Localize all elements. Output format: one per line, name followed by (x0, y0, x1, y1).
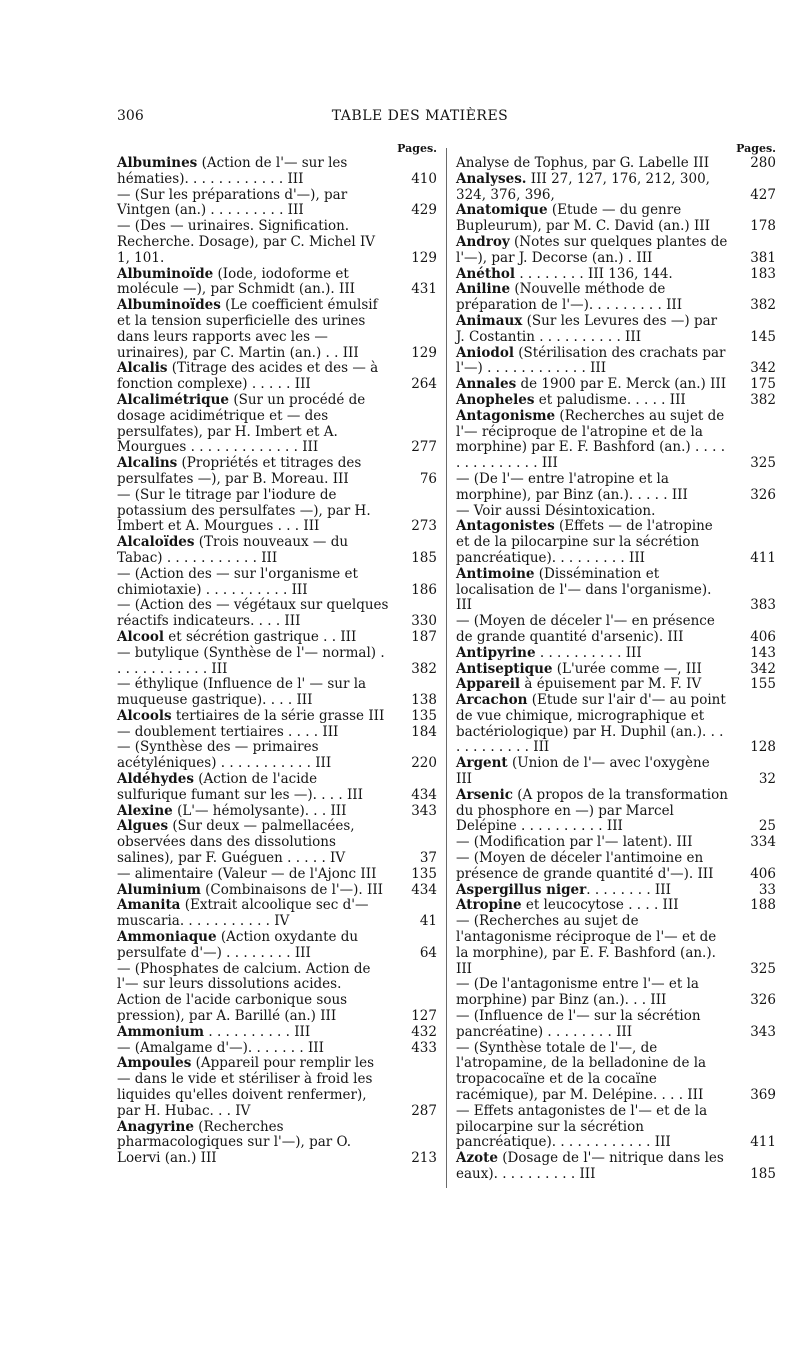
index-entry (456, 1009, 776, 1041)
index-entry-text: — (Sur le titrage par l'iodure de potassium des persulfates —), par H. Imbert et A. Mourgues . . . III (117, 486, 371, 535)
index-page-number: 382 (750, 391, 776, 408)
index-entry-text: — (Synthèse totale de l'—, de l'atropamine, de la belladonine de la tropacocaïne et de la cocaïne racémique), par M. Delépine. . . . III (456, 1039, 707, 1104)
index-headword: Anagyrine (117, 1118, 194, 1135)
index-entry-text: . . . . . . . . III (586, 881, 671, 898)
index-entry (117, 298, 437, 361)
index-entry-text: — (Des — urinaires. Signification. Recherche. Dosage), par C. Michel IV 1, 101. (117, 218, 376, 266)
index-entry (117, 393, 437, 456)
index-entry (456, 851, 776, 883)
index-entry-text: tertiaires de la série grasse III (171, 707, 385, 724)
index-entry (117, 156, 437, 188)
index-page-number: 213 (411, 1150, 437, 1167)
index-entry (117, 488, 437, 535)
index-entry-text: (Dissémination et localisation de l'— dans l'organisme). III (456, 565, 712, 614)
index-page-number: 330 (411, 613, 437, 630)
index-entry (117, 677, 437, 709)
index-headword: Alexine (117, 802, 173, 819)
index-entry-text: — (Phosphates de calcium. Action de l'— sur leurs dissolutions acides. Action de l'acide carbonique sous pression), par A. Barillé (an.) III (117, 960, 371, 1025)
index-entry-text: — (Moyen de déceler l'antimoine en présence de grande quantité d'—). III (456, 850, 714, 882)
index-page-number: 427 (750, 186, 776, 203)
index-entry (117, 740, 437, 772)
index-entry (456, 662, 776, 678)
index-headword: Aniodol (456, 344, 514, 361)
index-entry (117, 883, 437, 899)
index-entry-text: et leucocytose . . . . III (521, 897, 679, 914)
index-entry (117, 962, 437, 1025)
index-page-number: 287 (411, 1102, 437, 1119)
index-page-number: 37 (419, 850, 437, 867)
index-entry (456, 835, 776, 851)
index-page-number: 326 (750, 486, 776, 503)
index-entry-text: — (Synthèse des — primaires acétyléniques) . . . . . . . . . . . III (117, 739, 332, 772)
index-entry-text: (Titrage des acides et des — à fonction complexe) . . . . . III (117, 360, 379, 393)
index-headword: Animaux (456, 312, 523, 329)
index-entry-text: et paludisme. . . . . III (534, 391, 686, 408)
index-page-number: 277 (411, 439, 437, 456)
index-headword: Ammoniaque (117, 929, 217, 946)
index-column-right (456, 142, 776, 1183)
index-entry-text: . . . . . . . . . . III (535, 644, 642, 661)
index-page-number: 410 (411, 170, 437, 187)
index-entry-text: (L'urée comme —, III (552, 660, 702, 677)
index-entry (456, 614, 776, 646)
index-entry (456, 409, 776, 472)
index-entry (117, 898, 437, 930)
index-entry (456, 346, 776, 378)
index-entry (117, 819, 437, 866)
index-headword: Argent (456, 755, 508, 772)
index-headword: Alcalimétrique (117, 391, 230, 408)
index-page-number: 325 (750, 960, 776, 977)
index-entry (456, 267, 776, 283)
index-page-number: 188 (750, 897, 776, 914)
index-entry-text: (Combinaisons de l'—). III (200, 881, 383, 898)
index-entry (456, 1104, 776, 1151)
index-headword: Alcools (117, 707, 172, 724)
index-entry-text: à épuisement par M. F. IV (520, 676, 702, 693)
index-entry-text: III 27, 127, 176, 212, 300, 324, 376, 396, (456, 170, 710, 203)
index-column-left (117, 142, 437, 1167)
index-page-number: 183 (750, 265, 776, 282)
index-entry (117, 1025, 437, 1041)
index-entry-text: (Action de l'— sur les hématies). . . . . . . . . . . . III (117, 155, 348, 187)
index-entry-text: de 1900 par E. Merck (an.) III (516, 376, 727, 393)
index-entry-text: (L'— hémolysante). . . III (172, 802, 347, 819)
index-entry (117, 867, 437, 883)
index-page-number: 433 (411, 1039, 437, 1056)
index-page-number: 429 (411, 202, 437, 219)
index-page-number: 175 (750, 376, 776, 393)
index-entry (456, 567, 776, 614)
index-page-number: 264 (411, 376, 437, 393)
index-entry-text: (Effets — de l'atropine et de la pilocarpine sur la sécrétion pancréatique). . . . . . . . . III (456, 518, 713, 566)
index-page-number: 431 (411, 281, 437, 298)
index-page-number: 128 (750, 739, 776, 756)
index-entry-text: et sécrétion gastrique . . III (163, 628, 357, 645)
pages-column-label: Pages. (736, 142, 776, 155)
index-page-number: 342 (750, 660, 776, 677)
index-entry-text: . . . . . . . . III 136, 144. (515, 265, 673, 282)
index-entry (117, 804, 437, 820)
index-entry-text: Analyse de Tophus, par G. Labelle III (456, 155, 710, 171)
index-headword: Annales (456, 376, 517, 393)
index-page-number: 127 (411, 1008, 437, 1025)
index-entry-text: — Effets antagonistes de l'— et de la pilocarpine sur la sécrétion pancréatique). . . . . . . . . . . . III (456, 1102, 708, 1151)
index-entry (117, 267, 437, 299)
index-entry-text: (Recherches au sujet de l'— réciproque de l'atropine et de la morphine) par E. F. Bashford (an.) . . . . . . . . . . . . . . III (456, 407, 725, 472)
index-entry-text: — (Action des — végétaux sur quelques réactifs indicateurs. . . . III (117, 597, 389, 630)
index-entry-text: (Sur un procédé de dosage acidimétrique et — des persulfates), par H. Imbert et A. Mourgues . . . . . . . . . . . . . III (117, 391, 366, 456)
index-entry (456, 788, 776, 835)
index-entry-text: (Iode, iodoforme et molécule —), par Schmidt (an.). III (117, 265, 356, 298)
index-entry (456, 883, 776, 899)
index-headword: Atropine (456, 897, 522, 914)
index-entry (117, 535, 437, 567)
index-entry (117, 567, 437, 599)
index-headword: Aldéhydes (117, 771, 194, 788)
index-entry-text: (Action de l'acide sulfurique fumant sur les —). . . . III (117, 771, 363, 803)
index-page-number: 145 (750, 328, 776, 345)
index-entry-text: — (Recherches au sujet de l'antagonisme réciproque de l'— et de la morphine), par E. F. Bashford (an.). III (456, 913, 717, 977)
index-headword: Antipyrine (456, 644, 536, 661)
index-page-number: 129 (411, 249, 437, 266)
index-entry-text: (Propriétés et titrages des persulfates —), par B. Moreau. III (117, 455, 362, 487)
index-entry-text: (Etude — du genre Bupleurum), par M. C. David (an.) III (456, 202, 710, 235)
index-page-number: 135 (411, 707, 437, 724)
index-entry-text: (Action oxydante du persulfate d'—) . . . . . . . . III (117, 929, 359, 961)
index-entry (117, 188, 437, 220)
index-page-number: 382 (411, 660, 437, 677)
index-entry-text: — (Moyen de déceler l'— en présence de grande quantité d'arsenic). III (456, 613, 715, 645)
index-entry (456, 282, 776, 314)
index-entry (456, 393, 776, 409)
index-page-number: 434 (411, 786, 437, 803)
index-page-number: 143 (750, 644, 776, 661)
index-headword: Ammonium (117, 1023, 205, 1040)
index-page-number: 135 (411, 865, 437, 882)
index-page-number: 32 (758, 771, 776, 788)
index-entry (456, 898, 776, 914)
index-page-number: 280 (750, 155, 776, 171)
index-entry-text: (Recherches pharmacologiques sur l'—), par O. Loervi (an.) III (117, 1118, 352, 1167)
index-page-number: 334 (750, 834, 776, 851)
index-entry-text: — (Modification par l'— latent). III (456, 834, 693, 851)
index-page-number: 220 (411, 755, 437, 772)
page-number: 306 (117, 108, 144, 124)
index-entry (117, 646, 437, 678)
index-headword: Albumines (117, 155, 198, 171)
index-headword: Albuminoïdes (117, 297, 221, 314)
index-entry-text: (Trois nouveaux — du Tabac) . . . . . . . . . . . III (117, 534, 349, 566)
index-entry-text: — butylique (Synthèse de l'— normal) . . . . . . . . . . . . III (117, 644, 385, 677)
index-entry (456, 519, 776, 566)
index-entry-text: — (Sur les préparations d'—), par Vintgen (an.) . . . . . . . . . III (117, 186, 348, 219)
index-headword: Algues (117, 818, 169, 835)
index-headword: Androy (456, 233, 510, 250)
index-entry (117, 361, 437, 393)
index-entry (117, 772, 437, 804)
index-entry (117, 709, 437, 725)
index-headword: Ampoules (117, 1055, 192, 1072)
index-entry-text: (Dosage de l'— nitrique dans les eaux). . . . . . . . . . III (456, 1150, 724, 1182)
index-page-number: 383 (750, 597, 776, 614)
index-entry (456, 914, 776, 977)
index-entry (456, 377, 776, 393)
index-entry (117, 598, 437, 630)
index-entry-text: — alimentaire (Valeur — de l'Ajonc III (117, 865, 377, 882)
index-headword: Anéthol (456, 265, 516, 282)
index-entry-text: (Extrait alcoolique sec d'— muscaria. . . . . . . . . . . IV (117, 897, 369, 930)
index-page-number: 325 (750, 455, 776, 472)
index-page-number: 432 (411, 1023, 437, 1040)
index-entry (456, 1041, 776, 1104)
index-entry-text: (Stérilisation des crachats par l'—) . . . . . . . . . . . . III (456, 344, 726, 377)
index-entry (456, 646, 776, 662)
index-page-number: 382 (750, 297, 776, 314)
page-header (117, 106, 723, 126)
index-page-number: 381 (750, 249, 776, 266)
index-entry-text: (A propos de la transformation du phosphore en —) par Marcel Delépine . . . . . . . . . . III (456, 786, 728, 835)
index-page-number: 411 (750, 1134, 776, 1151)
index-entry (456, 235, 776, 267)
index-page-number: 342 (750, 360, 776, 377)
index-entry (117, 930, 437, 962)
index-headword: Analyses. (456, 170, 527, 187)
index-page-number: 185 (411, 549, 437, 566)
index-entry-text: (Sur les Levures des —) par J. Costantin . . . . . . . . . . III (456, 312, 718, 345)
index-entry-text: (Sur deux — palmellacées, observées dans des dissolutions salines), par F. Guéguen . . . . . IV (117, 818, 355, 867)
index-entry (456, 693, 776, 756)
index-entry (117, 1120, 437, 1167)
index-page-number: 178 (750, 218, 776, 235)
index-entry-text: — éthylique (Influence de l' — sur la muqueuse gastrique). . . . III (117, 676, 367, 709)
index-entry-text: (Union de l'— avec l'oxygène III (456, 755, 710, 788)
index-entry (117, 456, 437, 488)
index-headword: Azote (456, 1150, 498, 1167)
index-page-number: 64 (419, 944, 437, 961)
index-headword: Antagonistes (456, 518, 555, 535)
index-entry (456, 172, 776, 204)
index-entry-text: — (De l'— entre l'atropine et la morphine), par Binz (an.). . . . . III (456, 470, 688, 503)
index-entry-text: — doublement tertiaires . . . . III (117, 723, 339, 740)
index-entry (117, 725, 437, 741)
index-entry-text: (Notes sur quelques plantes de l'—), par J. Decorse (an.) . III (456, 233, 728, 266)
index-headword: Aniline (456, 281, 511, 298)
index-entry-text: . . . . . . . . . . III (204, 1023, 311, 1040)
index-page-number: 369 (750, 1087, 776, 1104)
index-page-number: 187 (411, 628, 437, 645)
index-page-number: 33 (758, 881, 776, 898)
index-headword: Antagonisme (456, 407, 556, 424)
index-page-number: 155 (750, 676, 776, 693)
index-page-number: 343 (411, 802, 437, 819)
index-entry (456, 756, 776, 788)
index-entry-text: — Voir aussi Désintoxication. (456, 502, 656, 519)
index-headword: Anopheles (456, 391, 535, 408)
running-title: TABLE DES MATIÈRES (331, 108, 509, 124)
index-page-number: 185 (750, 1166, 776, 1182)
index-entry-text: (Le coefficient émulsif et la tension superficielle des urines dans leurs rapports avec les — urinaires), par C. Martin (an.) . . III (117, 297, 378, 361)
index-entry (117, 219, 437, 266)
index-page-number: 138 (411, 692, 437, 709)
index-headword: Amanita (117, 897, 181, 914)
index-page-number: 41 (419, 913, 437, 930)
index-entry (456, 1151, 776, 1183)
index-entry-text: — (Action des — sur l'organisme et chimiotaxie) . . . . . . . . . . III (117, 565, 358, 598)
index-headword: Arsenic (456, 786, 513, 803)
index-page-number: 76 (419, 470, 437, 487)
index-entry-text: (Appareil pour remplir les — dans le vide et stériliser à froid les liquides qu'elles doivent renfermer), par H. Hubac. . . IV (117, 1055, 375, 1119)
index-entry (456, 472, 776, 504)
index-headword: Alcool (117, 628, 164, 645)
index-entry (456, 314, 776, 346)
index-entry-text: — (Amalgame d'—). . . . . . . III (117, 1039, 324, 1056)
index-page-number: 186 (411, 581, 437, 598)
index-entry (117, 1056, 437, 1119)
index-entry-text: (Nouvelle méthode de préparation de l'—). . . . . . . . . III (456, 281, 683, 314)
column-divider (446, 148, 447, 1188)
index-page-number: 273 (411, 518, 437, 535)
index-page-number: 406 (750, 628, 776, 645)
pages-column-label: Pages. (397, 142, 437, 155)
index-headword: Alcalis (117, 360, 168, 377)
index-headword: Antiseptique (456, 660, 553, 677)
index-entry-text: — (Influence de l'— sur la sécrétion pancréatine) . . . . . . . . III (456, 1008, 701, 1040)
index-page-number: 129 (411, 344, 437, 361)
index-headword: Anatomique (456, 202, 548, 219)
index-headword: Antimoine (456, 565, 535, 582)
index-headword: Aspergillus niger (456, 881, 587, 898)
index-page-number: 184 (411, 723, 437, 740)
index-headword: Alcalins (117, 455, 178, 472)
index-entry (117, 1041, 437, 1057)
index-page-number: 411 (750, 549, 776, 566)
index-page-number: 326 (750, 992, 776, 1009)
index-entry (456, 977, 776, 1009)
index-page-number: 406 (750, 865, 776, 882)
index-headword: Appareil (456, 676, 521, 693)
index-headword: Alcaloïdes (117, 534, 195, 551)
index-headword: Aluminium (117, 881, 201, 898)
index-page-number: 434 (411, 881, 437, 898)
index-entry (456, 504, 776, 520)
index-entry (456, 677, 776, 693)
index-entry (456, 203, 776, 235)
index-entry (117, 630, 437, 646)
index-headword: Arcachon (456, 692, 528, 709)
index-page-number: 343 (750, 1023, 776, 1040)
index-entry (456, 156, 776, 172)
index-page-number: 25 (758, 818, 776, 835)
index-entry-text: (Etude sur l'air d'— au point de vue chimique, micrographique et bactériologique) par H. Duphil (an.). . . . . . . . . . . . III (456, 692, 726, 756)
index-headword: Albuminoïde (117, 265, 214, 282)
index-entry-text: — (De l'antagonisme entre l'— et la morphine) par Binz (an.). . . III (456, 976, 699, 1009)
